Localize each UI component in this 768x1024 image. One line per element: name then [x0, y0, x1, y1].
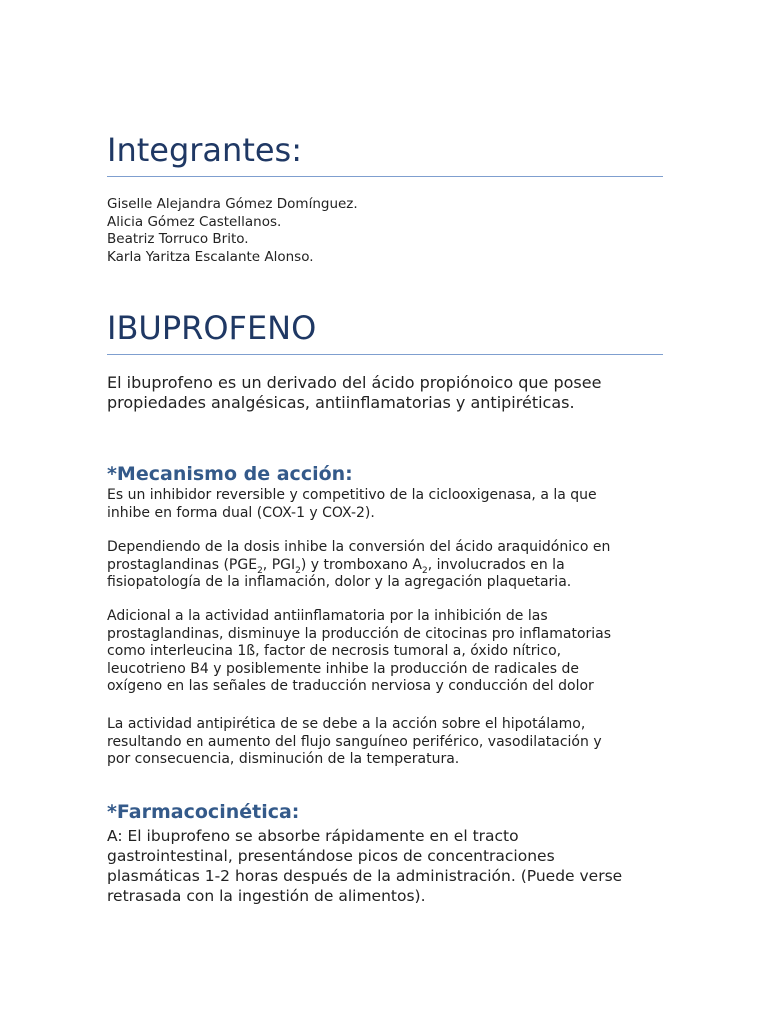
intro-paragraph — [107, 373, 663, 413]
mecanismo-paragraph-4 — [107, 716, 663, 769]
text-line: leucotrieno B4 y posiblemente inhibe la producción de radicales de — [107, 660, 579, 677]
text-line: A: El ibuprofeno se absorbe rápidamente en el tracto — [107, 827, 519, 845]
subscript: 2 — [295, 565, 301, 576]
subscript: 2 — [422, 565, 428, 576]
member-name: Giselle Alejandra Gómez Domínguez. — [107, 196, 358, 212]
mecanismo-paragraph-1 — [107, 487, 663, 522]
text-line: por consecuencia, disminución de la temperatura. — [107, 751, 460, 767]
text-line: gastrointestinal, presentándose picos de concentraciones — [107, 847, 555, 865]
integrantes-title: Integrantes: — [107, 130, 663, 177]
farmacocinetica-paragraph — [107, 826, 663, 906]
text-fragment: prostaglandinas (PGE — [107, 556, 258, 573]
text-line: plasmáticas 1-2 horas después de la administración. (Puede verse — [107, 867, 623, 885]
mecanismo-heading: *Mecanismo de acción: — [107, 463, 353, 485]
text-line: como interleucina 1ß, factor de necrosis tumoral a, óxido nítrico, — [107, 643, 562, 659]
text-line: Adicional a la actividad antiinflamatoria por la inhibición de las — [107, 608, 548, 624]
member-name: Beatriz Torruco Brito. — [107, 231, 249, 247]
text-line: prostaglandinas, disminuye la producción de citocinas pro inflamatorias — [107, 625, 612, 642]
intro-line: El ibuprofeno es un derivado del ácido propiónoico que posee — [107, 373, 602, 392]
text-line: Es un inhibidor reversible y competitivo de la ciclooxigenasa, a la que — [107, 487, 597, 503]
farmacocinetica-heading: *Farmacocinética: — [107, 801, 300, 823]
text-fragment: , involucrados en la — [427, 556, 565, 573]
text-line: retrasada con la ingestión de alimentos). — [107, 887, 426, 905]
text-line: inhibe en forma dual (COX-1 y COX-2). — [107, 504, 375, 521]
text-line: fisiopatología de la inflamación, dolor y la agregación plaquetaria. — [107, 574, 572, 590]
text-line: La actividad antipirética de se debe a la acción sobre el hipotálamo, — [107, 716, 586, 732]
text-line: resultando en aumento del flujo sanguíneo periférico, vasodilatación y — [107, 733, 602, 750]
mecanismo-paragraph-3 — [107, 608, 663, 696]
member-name: Alicia Gómez Castellanos. — [107, 213, 282, 230]
mecanismo-paragraph-2 — [107, 539, 663, 592]
text-fragment: , PGI — [262, 556, 296, 573]
members-list — [107, 196, 358, 266]
text-line: Dependiendo de la dosis inhibe la conversión del ácido araquidónico en — [107, 539, 611, 555]
ibuprofeno-title: IBUPROFENO — [107, 308, 663, 355]
text-line: oxígeno en las señales de traducción nerviosa y conducción del dolor — [107, 678, 594, 694]
member-name: Karla Yaritza Escalante Alonso. — [107, 248, 314, 265]
text-fragment: ) y tromboxano A — [300, 556, 422, 573]
text-line — [107, 557, 663, 575]
intro-line: propiedades analgésicas, antiinflamatorias y antipiréticas. — [107, 393, 575, 412]
subscript: 2 — [257, 565, 263, 576]
